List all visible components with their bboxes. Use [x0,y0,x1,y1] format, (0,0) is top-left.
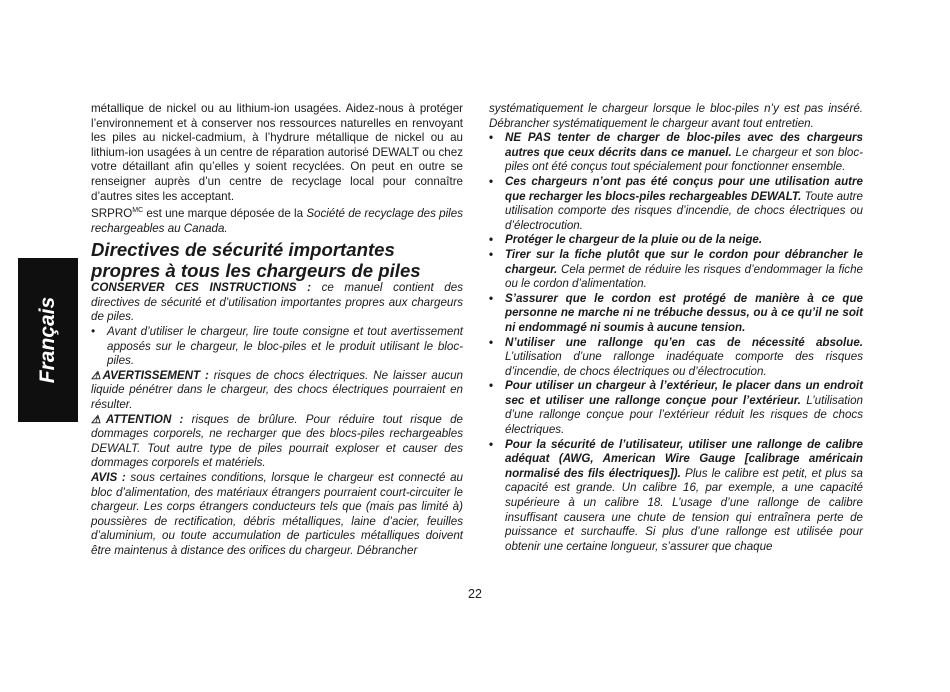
list-item-text: Plus le calibre est petit, et plus sa capacité est grande. Un calibre 16, par exemple, a une capacité supérieure à un calibre 18. L’usage d’une rallonge de calibre insuffisant causera une chute de tension qui entraînera perte de puissance et surchauffe. Si plus d’une rallonge est utilisée pour obtenir une certaine longueur, s’assurer que chaque [505,466,863,553]
list-item-text: Toute autre utilisation comporte des risques d’incendie, de chocs électriques ou d’électrocution. [505,189,863,232]
list-item [489,379,863,437]
section-heading: Directives de sécurité importantes propres à tous les chargeurs de piles [91,239,421,282]
list-item-text: L’utilisation d’une rallonge conçue pour l’extérieur réduit les risques de chocs électriques. [505,393,863,437]
page-number: 22 [468,587,482,601]
conserver-text: ce manuel contient des directives de sécurité et d’utilisation importantes propres aux chargeurs de piles. [91,281,463,324]
avertissement-label: AVERTISSEMENT : [102,368,209,382]
srp-text: est une marque déposée de la [143,207,307,221]
bullet-icon: • [489,291,494,305]
conserver-paragraph [91,281,463,325]
list-item [489,438,863,555]
bullet-icon: • [489,247,494,261]
list-item-bold: Ces chargeurs n’ont pas été conçus pour une utilisation autre que recharger les blocs-piles rechargeables DEWALT. [505,174,863,203]
warning-triangle-icon: ⚠ [91,413,106,426]
list-item-text: Cela permet de réduire les risques d’endommager la fiche ou le cordon d’alimentation. [505,262,863,291]
srp-superscript: MC [132,207,144,215]
list-item [489,233,863,248]
bullet-icon: • [489,379,494,393]
list-item-bold: Pour utiliser un chargeur à l’extérieur, le placer dans un endroit sec et utiliser une rallonge conçue pour l’extérieur. [505,379,863,407]
list-item-text: Avant d’utiliser le chargeur, lire toute consigne et tout avertissement apposés sur le chargeur, le bloc-piles et le produit utilisant le bloc-piles. [107,324,463,368]
avis-text: sous certaines conditions, lorsque le chargeur est connecté au bloc d’alimentation, des matériaux étrangers pourraient court-circuiter le chargeur. Les corps étrangers conducteurs tels que (mais pas limité à) poussières de rectification, débris métalliques, laine d’acier, feuilles d’aluminium, ou toute accumulation de particules métalliques doivent être maintenus à distance des orifices du chargeur. Débrancher [91,470,463,557]
list-item [489,175,863,233]
conserver-label: CONSERVER CES INSTRUCTIONS : [91,281,311,295]
srp-brand: SRPRO [91,207,133,221]
bullet-icon: • [489,335,494,349]
srp-paragraph [91,204,463,236]
list-item-bold: Protéger le chargeur de la pluie ou de la neige. [505,233,763,247]
list-item-bold: Tirer sur la fiche plutôt que sur le cordon pour débrancher le chargeur. [505,247,863,276]
language-tab-label: Français [36,296,59,384]
bullet-icon: • [91,324,96,338]
avis-paragraph [91,471,463,559]
list-item [489,292,863,336]
bullet-icon: • [489,233,494,247]
attention-paragraph [91,413,463,471]
list-item [489,131,863,175]
right-column [489,102,863,554]
recycling-paragraph: métallique de nickel ou au lithium-ion usagées. Aidez-nous à protéger l’environnement et à conserver nos ressources naturelles en renvoyant les piles au nickel-cadmium, à l’hydrure métallique de nickel ou au lithium-ion usagées à un centre de réparation autorisé DEWALT ou chez votre détaillant afin qu’elles y soient recyclées. On peut en outre se renseigner auprès d’un centre de recyclage local pour connaître d’autres sites les acceptant. [91,102,463,203]
avertissement-paragraph [91,369,463,413]
warning-triangle-icon: ⚠ [91,369,103,382]
avis-label: AVIS : [91,470,126,484]
list-item [489,336,863,380]
list-item [489,248,863,292]
bullet-icon: • [489,131,494,145]
list-item-bold: S’assurer que le cordon est protégé de manière à ce que personne ne marche ni ne trébuche dessus, ou à ce qu’il ne soit ni endommagé ni soumis à aucune tension. [505,291,863,334]
list-item-bold: Pour la sécurité de l’utilisateur, utiliser une rallonge de calibre adéquat (AWG, American Wire Gauge [calibrage américain normalisé des fils électriques]). [505,437,863,480]
list-item-bold: N’utiliser une rallonge qu’en cas de nécessité absolue. [505,335,863,349]
bullet-icon: • [489,437,494,451]
list-item-text: L’utilisation d’une rallonge inadéquate comporte des risques d’incendie, de chocs électriques ou d’électrocution. [505,350,863,378]
attention-text: risques de brûlure. Pour réduire tout risque de dommages corporels, ne recharger que des blocs-piles rechargeables DEWALT. Tout autre type de piles pourrait exploser et causer des dommages corporels et matériels. [91,412,463,470]
list-item [91,325,463,369]
list-item-bold: NE PAS tenter de charger de bloc-piles avec des chargeurs autres que ceux décrits dans ce manuel. [505,131,863,159]
language-tab [18,258,78,422]
left-column [91,102,463,558]
intro-paragraph: systématiquement le chargeur lorsque le bloc-piles n’y est pas inséré. Débrancher systématiquement le chargeur avant tout entretien. [489,102,863,130]
attention-label: ATTENTION : [105,412,184,426]
srp-society: Société de recyclage des piles rechargeables au Canada. [91,207,464,235]
list-item-text: Le chargeur et son bloc-piles ont été conçus tout spécialement pour fonctionner ensemble. [505,145,863,174]
avertissement-text: risques de chocs électriques. Ne laisser aucun liquide pénétrer dans le chargeur, des chocs électriques pourraient en résulter. [91,368,463,411]
bullet-icon: • [489,174,494,188]
